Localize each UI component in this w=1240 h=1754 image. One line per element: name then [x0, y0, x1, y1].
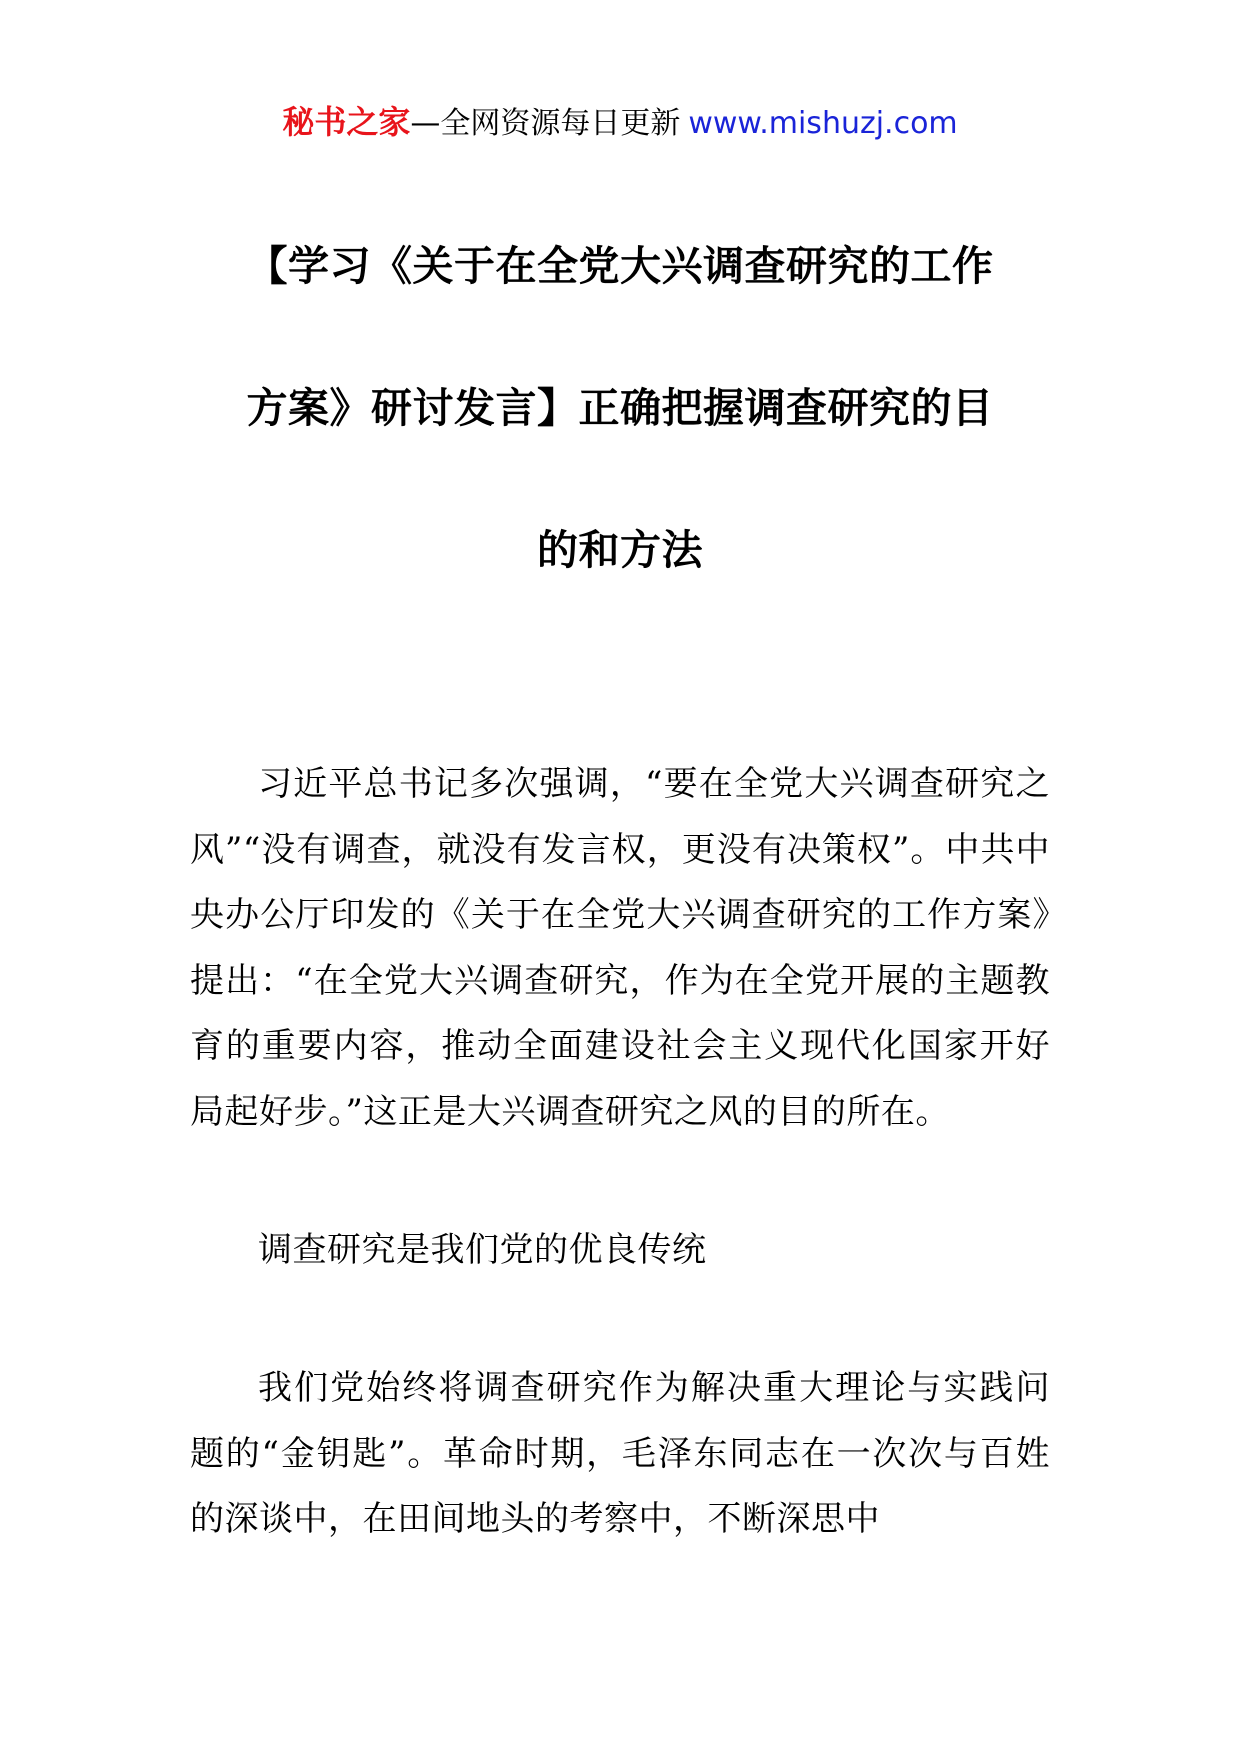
- document-body: [190, 752, 1050, 1553]
- document-title: [190, 195, 1050, 621]
- title-line-1: 【学习《关于在全党大兴调查研究的工作: [246, 242, 994, 290]
- paragraph-spacer: [190, 1283, 1050, 1356]
- paragraph-spacer: [190, 1145, 1050, 1218]
- body-paragraph-1: 习近平总书记多次强调，“要在全党大兴调查研究之风”“没有调查，就没有发言权，更没有决策权”。中共中央办公厅印发的《关于在全党大兴调查研究的工作方案》提出：“在全党大兴调查研究，作为在全党开展的主题教育的重要内容，推动全面建设社会主义现代化国家开好局起好步。”这正是大兴调查研究之风的目的所在。: [190, 764, 1050, 1132]
- title-line-3: 的和方法: [537, 526, 703, 574]
- section-heading: 调查研究是我们党的优良传统: [258, 1230, 707, 1270]
- body-paragraph-2: 我们党始终将调查研究作为解决重大理论与实践问题的“金钥匙”。革命时期，毛泽东同志在一次次与百姓的深谈中，在田间地头的考察中，不断深思中: [190, 1368, 1050, 1539]
- site-url-link[interactable]: www.mishuzj.com: [688, 106, 958, 141]
- site-header: [0, 100, 1240, 146]
- site-tagline: —全网资源每日更新: [410, 106, 681, 141]
- site-brand: 秘书之家: [282, 103, 411, 141]
- title-line-2: 方案》研讨发言】正确把握调查研究的目: [246, 384, 994, 432]
